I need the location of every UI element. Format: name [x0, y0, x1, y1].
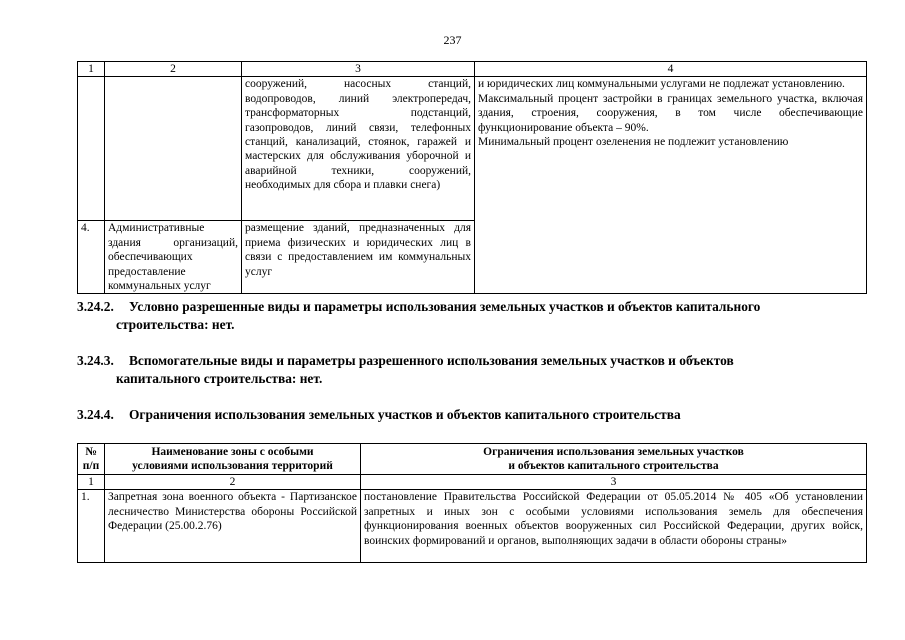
header-number [78, 444, 105, 475]
row-number-cell: 1. [78, 490, 105, 563]
table-index-row [78, 475, 867, 490]
header-line: Ограничения использования земельных участков [483, 446, 744, 458]
header-restrictions [361, 444, 867, 475]
header-line: Наименование зоны с особыми [151, 446, 314, 458]
column-index-2: 2 [105, 62, 242, 77]
table-header-row [78, 444, 867, 475]
section-heading-3-24-4 [77, 406, 866, 424]
row-number-cell [78, 77, 105, 221]
parameters-line: и юридических лиц коммунальными услугами не подлежат установлению. [478, 78, 845, 91]
section-text-line: Условно разрешенные виды и параметры использования земельных участков и объектов капитального [129, 299, 761, 314]
land-use-table [77, 61, 867, 294]
table-row [78, 490, 867, 563]
column-index-4: 4 [475, 62, 867, 77]
header-line: и объектов капитального строительства [508, 460, 719, 472]
row-name-cell: Административные здания организаций, обеспечивающих предоставление коммунальных услуг [105, 221, 242, 294]
section-heading-3-24-3 [77, 352, 866, 388]
row-description-cell: сооружений, насосных станций, водопроводов, линий электропередач, трансформаторных подстанций, газопроводов, линий связи, телефонных станций, канализаций, стоянок, гаражей и мастерских для обслуживания уборочной и аварийной техники, сооружений, необходимых для сбора и плавки снега) [242, 77, 475, 221]
table-row [78, 77, 867, 221]
section-text-continuation: строительства: нет. [116, 317, 235, 332]
parameters-line: Максимальный процент застройки в границах земельного участка, включая здания, строения, сооружения, в том числе обеспечивающие функционирование объекта – 90%. [478, 92, 863, 134]
section-number: 3.24.2. [77, 299, 114, 314]
section-text-line: Вспомогательные виды и параметры разрешенного использования земельных участков и объектов [129, 353, 734, 368]
restrictions-table [77, 443, 867, 563]
header-line: № [85, 446, 97, 458]
column-index-1: 1 [78, 62, 105, 77]
header-zone-name [105, 444, 361, 475]
page-number: 237 [443, 33, 462, 47]
column-index-3: 3 [361, 475, 867, 490]
section-text-line: Ограничения использования земельных участков и объектов капитального строительства [129, 407, 681, 422]
column-index-3: 3 [242, 62, 475, 77]
row-number-cell: 4. [78, 221, 105, 294]
row-description-cell: размещение зданий, предназначенных для приема физических и юридических лиц в связи с предоставлением им коммунальных услуг [242, 221, 475, 294]
row-name-cell [105, 77, 242, 221]
table-header-row [78, 62, 867, 77]
column-index-2: 2 [105, 475, 361, 490]
parameters-cell [475, 77, 867, 294]
header-line: условиями использования территорий [132, 460, 333, 472]
zone-name-cell: Запретная зона военного объекта - Партизанское лесничество Министерства обороны Российской Федерации (25.00.2.76) [105, 490, 361, 563]
section-number: 3.24.4. [77, 407, 114, 422]
parameters-line: Минимальный процент озеленения не подлежит установлению [478, 136, 789, 149]
section-number: 3.24.3. [77, 353, 114, 368]
restriction-cell: постановление Правительства Российской Федерации от 05.05.2014 № 405 «Об установлении запретных и иных зон с особыми условиями использования земель для обеспечения функционирования военных объектов вооруженных сил Российской Федерации, других войск, воинских формирований и органов, выполняющих задачи в области обороны страны» [361, 490, 867, 563]
section-heading-3-24-2 [77, 298, 866, 334]
section-text-continuation: капитального строительства: нет. [116, 371, 323, 386]
header-line: п/п [82, 460, 100, 472]
column-index-1: 1 [78, 475, 105, 490]
